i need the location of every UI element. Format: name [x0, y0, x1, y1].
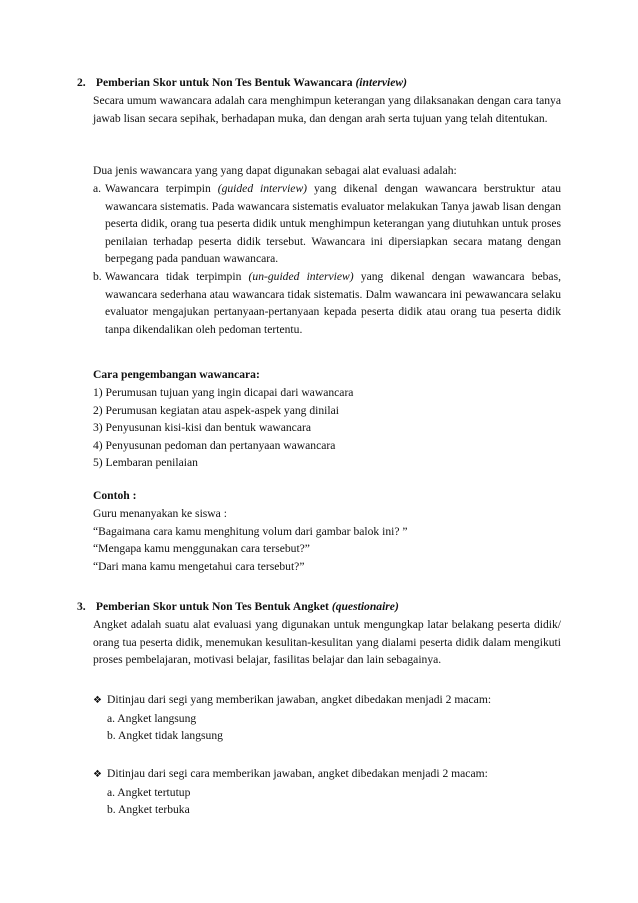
- example-line: “Bagaimana cara kamu menghitung volum dari gambar balok ini? ”: [93, 524, 408, 538]
- section-2-title: [77, 74, 567, 92]
- angket-definition: Angket adalah suatu alat evaluasi yang digunakan untuk mengungkap latar belakang peserta didik/ orang tua peserta didik, menemukan kesulitan-kesulitan yang dialami peserta didik dalam mengikuti proses pembelajaran, motivasi belajar, fasilitas belajar dan lain sebagainya.: [93, 618, 561, 667]
- section-number: 2.: [77, 76, 86, 89]
- section-number: 3.: [77, 600, 86, 613]
- list-item: b. Angket tidak langsung: [107, 729, 223, 743]
- item-text: [105, 180, 561, 268]
- list-item: [93, 180, 561, 268]
- item-label: a.: [93, 182, 102, 195]
- example-heading: Contoh :: [93, 489, 137, 502]
- types-intro: Dua jenis wawancara yang yang dapat digunakan sebagai alat evaluasi adalah:: [93, 164, 457, 177]
- bullet-text: Ditinjau dari segi cara memberikan jawaban, angket dibedakan menjadi 2 macam:: [107, 767, 488, 780]
- angket-bullet-2: [93, 765, 561, 819]
- example-line: Guru menanyakan ke siswa :: [93, 507, 227, 520]
- bullet-row: [93, 765, 561, 784]
- example-lines: [93, 505, 561, 575]
- list-item: 5) Lembaran penilaian: [93, 456, 198, 470]
- wawancara-definition: Secara umum wawancara adalah cara menghimpun keterangan yang dilaksanakan dengan cara tanya jawab lisan secara sepihak, berhadapan muka, dan dengan arah serta tujuan yang telah ditentukan.: [93, 94, 561, 125]
- wawancara-types-list: [93, 180, 561, 338]
- example-line: “Dari mana kamu mengetahui cara tersebut?”: [93, 559, 305, 573]
- item-text: [105, 268, 561, 338]
- item-term: Wawancara terpimpin: [105, 182, 211, 195]
- section-3-title: [77, 598, 567, 616]
- item-term: Wawancara tidak terpimpin: [105, 269, 242, 283]
- bullet-text: Ditinjau dari segi yang memberikan jawaban, angket dibedakan menjadi 2 macam:: [107, 693, 492, 706]
- list-item: b. Angket terbuka: [107, 803, 190, 817]
- list-item: a. Angket langsung: [107, 711, 197, 725]
- example-line: “Mengapa kamu menggunakan cara tersebut?”: [93, 542, 310, 556]
- development-steps: [93, 384, 561, 472]
- item-term-italic: (un-guided interview): [248, 269, 354, 283]
- bullet-row: [93, 691, 561, 710]
- development-heading: Cara pengembangan wawancara:: [93, 368, 260, 381]
- section-title-text: Pemberian Skor untuk Non Tes Bentuk Angket: [95, 600, 329, 613]
- list-item: 4) Penyusunan pedoman dan pertanyaan wawancara: [93, 438, 336, 452]
- list-item: a. Angket tertutup: [107, 785, 191, 799]
- list-item: 2) Perumusan kegiatan atau aspek-aspek yang dinilai: [93, 403, 339, 417]
- list-item: [93, 268, 561, 338]
- item-description: yang dikenal dengan wawancara bebas, wawancara sederhana atau wawancara tidak sistematis. Dalm wawancara ini pewawancara selaku evaluator mengajukan pertanyaan-pertanyaan kepada peserta didik atau orang tua peserta didik tanpa dikendalikan oleh pedoman tertentu.: [105, 269, 561, 336]
- section-title-italic: (questionaire): [331, 600, 399, 613]
- list-item: 1) Perumusan tujuan yang ingin dicapai dari wawancara: [93, 386, 354, 399]
- section-title-italic: (interview): [355, 76, 407, 89]
- item-label: b.: [93, 269, 102, 283]
- diamond-bullet-icon: ❖: [93, 769, 102, 780]
- angket-bullet-1: [93, 691, 561, 745]
- item-description: yang dikenal dengan wawancara berstruktur atau wawancara sistematis. Pada wawancara sistematis evaluator melakukan Tanya jawab lisan dengan peserta didik, orang tua peserta didik untuk menghimpun keterangan yang diutuhkan untuk proses penilaian terhadap peserta didik tersebut. Wawancara ini dipersiapkan secara matang dengan berpegang pada panduan wawancara.: [105, 182, 561, 266]
- list-item: 3) Penyusunan kisi-kisi dan bentuk wawancara: [93, 421, 311, 435]
- section-title-text: Pemberian Skor untuk Non Tes Bentuk Wawancara: [95, 76, 353, 89]
- diamond-bullet-icon: ❖: [93, 695, 102, 706]
- item-term-italic: (guided interview): [217, 182, 308, 195]
